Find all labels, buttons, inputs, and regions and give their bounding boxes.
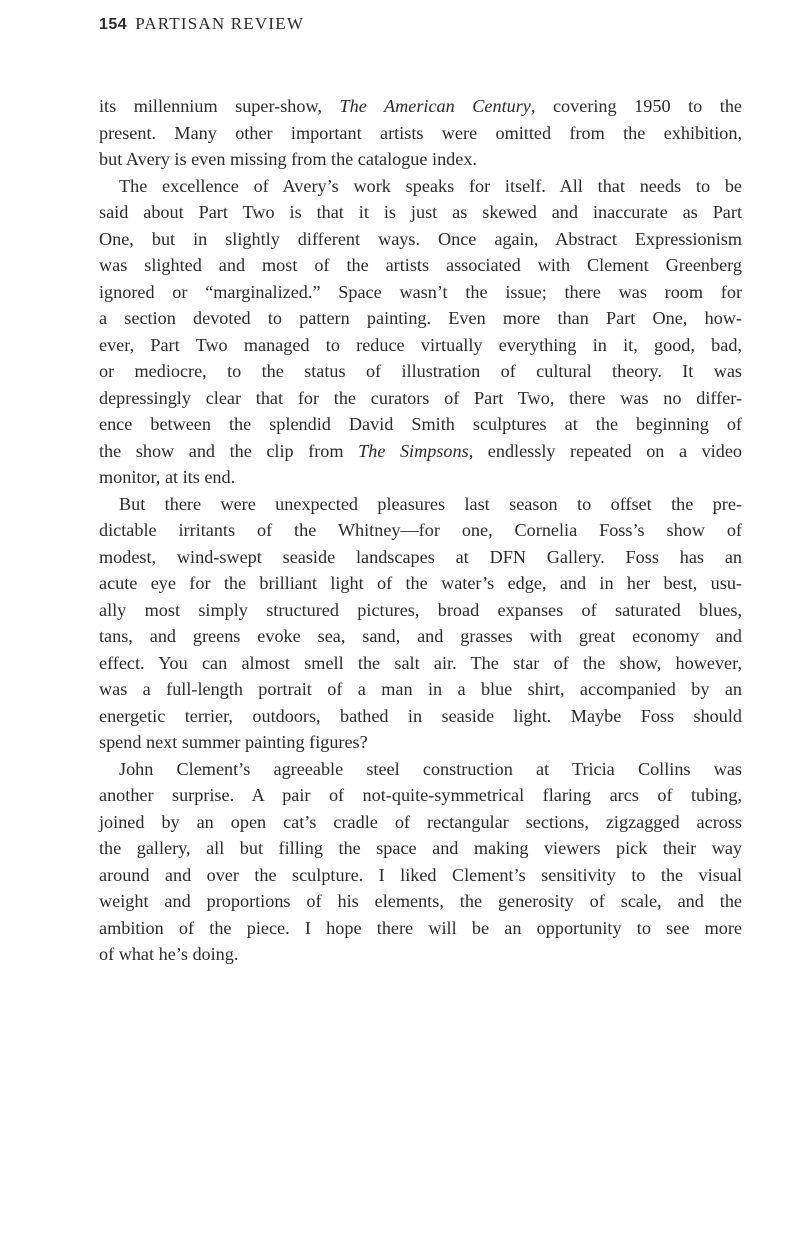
text-run: But there were unexpected pleasures last season to offset the pre- (119, 493, 742, 514)
page-number: 154 (99, 16, 128, 33)
paragraph (99, 491, 742, 756)
text-line (99, 756, 742, 783)
text-run: monitor, at its end. (99, 467, 236, 487)
text-run: modest, wind-swept seaside landscapes at DFN Gallery. Foss has an (99, 546, 742, 567)
text-run: energetic terrier, outdoors, bathed in seaside light. Maybe Foss should (99, 705, 742, 726)
text-run: was slighted and most of the artists associated with Clement Greenberg (99, 255, 742, 275)
text-line (99, 305, 742, 332)
text-line (99, 835, 742, 862)
text-run: ever, Part Two managed to reduce virtually everything in it, good, bad, (99, 334, 742, 355)
text-line (99, 491, 742, 518)
text-line (99, 464, 742, 491)
text-line (99, 623, 742, 650)
text-line (99, 544, 742, 571)
text-run: ambition of the piece. I hope there will be an opportunity to see more (99, 917, 742, 938)
paragraph (99, 93, 742, 173)
text-line (99, 93, 742, 120)
text-run: acute eye for the brilliant light of the water’s edge, and in her best, usu- (99, 573, 742, 593)
text-line (99, 703, 742, 730)
text-line (99, 782, 742, 809)
text-run: , endlessly repeated on a video (468, 440, 742, 461)
text-run: effect. You can almost smell the salt air. The star of the show, however, (99, 652, 742, 673)
text-line (99, 146, 742, 173)
text-line (99, 385, 742, 412)
text-line (99, 226, 742, 253)
text-run: ignored or “marginalized.” Space wasn’t the issue; there was room for (99, 281, 742, 302)
text-run: joined by an open cat’s cradle of rectangular sections, zigzagged across (99, 811, 742, 832)
text-line (99, 915, 742, 942)
text-run: One, but in slightly different ways. Once again, Abstract Expressionism (99, 228, 742, 249)
text-line (99, 729, 742, 756)
text-run: said about Part Two is that it is just as skewed and inaccurate as Part (99, 202, 742, 222)
text-run: around and over the sculpture. I liked Clement’s sensitivity to the visual (99, 864, 742, 885)
text-run: ally most simply structured pictures, broad expanses of saturated blues, (99, 599, 742, 620)
text-line (99, 252, 742, 279)
text-run: but Avery is even missing from the catalogue index. (99, 149, 477, 169)
text-run: or mediocre, to the status of illustration of cultural theory. It was (99, 361, 742, 381)
text-line (99, 332, 742, 359)
text-line (99, 358, 742, 385)
running-head (99, 14, 304, 34)
article-body (99, 93, 742, 968)
text-line (99, 173, 742, 200)
text-line (99, 809, 742, 836)
text-run: of what he’s doing. (99, 944, 239, 964)
text-line (99, 199, 742, 226)
italic-title: The American Century (339, 96, 531, 116)
text-run: the gallery, all but filling the space and making viewers pick their way (99, 838, 742, 858)
text-line (99, 517, 742, 544)
text-run: its millennium super-show, (99, 96, 340, 116)
text-line (99, 438, 742, 465)
text-run: the show and the clip from (99, 440, 359, 461)
text-line (99, 888, 742, 915)
text-run: ence between the splendid David Smith sculptures at the beginning of (99, 414, 742, 434)
text-line (99, 862, 742, 889)
text-run: , covering 1950 to the (530, 96, 742, 116)
text-run: present. Many other important artists were omitted from the exhibition, (99, 122, 742, 143)
text-line (99, 676, 742, 703)
text-run: depressingly clear that for the curators of Part Two, there was no differ- (99, 387, 742, 408)
text-run: The excellence of Avery’s work speaks for itself. All that needs to be (119, 175, 742, 196)
text-run: tans, and greens evoke sea, sand, and grasses with great economy and (99, 626, 742, 646)
paragraph (99, 756, 742, 968)
text-line (99, 597, 742, 624)
journal-title: PARTISAN REVIEW (135, 14, 305, 33)
text-line (99, 120, 742, 147)
paragraph (99, 173, 742, 491)
text-line (99, 941, 742, 968)
text-line (99, 570, 742, 597)
text-run: weight and proportions of his elements, the generosity of scale, and the (99, 891, 742, 911)
text-run: dictable irritants of the Whitney—for one, Cornelia Foss’s show of (99, 520, 742, 540)
text-line (99, 650, 742, 677)
italic-title: The Simpsons (358, 440, 469, 461)
text-run: spend next summer painting figures? (99, 732, 368, 752)
text-line (99, 411, 742, 438)
text-line (99, 279, 742, 306)
text-run: another surprise. A pair of not-quite-symmetrical flaring arcs of tubing, (99, 785, 742, 805)
text-run: John Clement’s agreeable steel construction at Tricia Collins was (119, 758, 742, 779)
text-run: was a full-length portrait of a man in a blue shirt, accompanied by an (99, 679, 742, 699)
text-run: a section devoted to pattern painting. Even more than Part One, how- (99, 308, 742, 328)
